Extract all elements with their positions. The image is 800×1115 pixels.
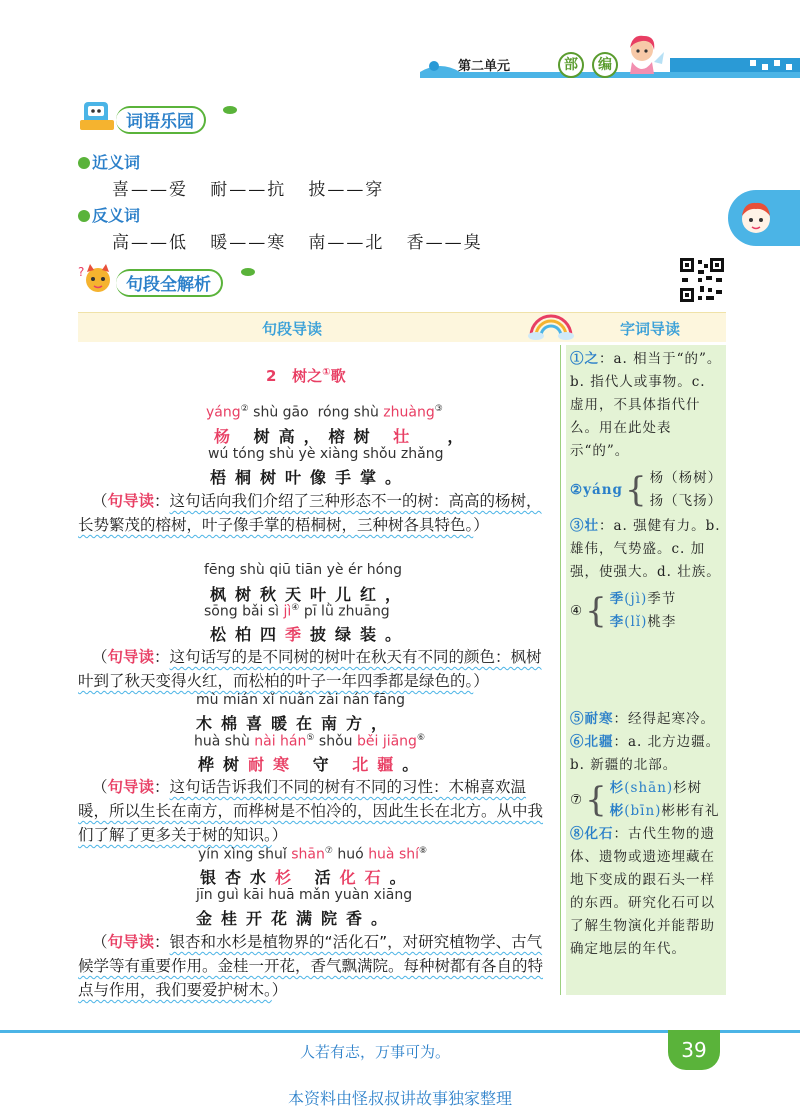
qr-code-icon[interactable] <box>678 256 726 304</box>
poem-line-6: 桦树耐寒 守 北疆。 <box>198 755 428 774</box>
fairy-mascot-icon <box>618 32 666 78</box>
unit-title: 第二单元 <box>458 59 511 74</box>
guide-paragraph-3: （句导读：这句话告诉我们不同的树有不同的习性：木棉喜欢温暖，所以生长在南方，而桦树是不怕冷的，因此生长在北方。从中我们了解了更多关于树的知识。） <box>78 778 544 844</box>
poem-line-8-pinyin: jīn guì kāi huā mǎn yuàn xiāng <box>196 887 413 903</box>
poem-line-4-pinyin: sōng bǎi sì jì④ pī lǜ zhuāng <box>204 603 390 620</box>
note-5: ⑤耐寒：经得起寒冷。 <box>570 711 715 727</box>
section-title-analysis: 句段全解析 <box>126 275 211 295</box>
poem-line-7-pinyin: yín xìng shuǐ shān⑦ huó huà shí⑧ <box>198 846 428 863</box>
book-character-icon <box>78 98 118 134</box>
poem-line-2: 梧桐树叶像手掌。 <box>210 468 411 487</box>
bullet-dot <box>78 210 90 222</box>
bullet-dot <box>78 157 90 169</box>
antonyms-label: 反义词 <box>92 206 141 225</box>
poem-line-5: 木棉喜暖在南方， <box>196 714 397 733</box>
rainbow-icon <box>526 310 576 340</box>
word-notes-lower <box>570 708 722 961</box>
credit-line: 本资料由怪叔叔讲故事独家整理 <box>287 1089 512 1108</box>
guide-paragraph-1: （句导读：这句话向我们介绍了三种形态不一的树：高高的杨树，长势繁茂的榕树，叶子像手掌的梧桐树，三种树各具特色。） <box>78 492 542 534</box>
guide-paragraph-2: （句导读：这句话写的是不同树的树叶在秋天有不同的颜色：枫树叶到了秋天变得火红，而松柏的叶子一年四季都是绿色的。） <box>78 648 542 690</box>
poem-title: 2 树之①歌 <box>266 367 346 385</box>
note-7: ⑦ { 杉(shān)杉树 彬(bīn)彬彬有礼 <box>570 780 720 820</box>
poem-line-1: 杨 树高，榕树 壮 ， <box>214 427 473 446</box>
column-head-left: 句段导读 <box>262 320 323 338</box>
poem-line-3: 枫树秋天叶儿红， <box>210 585 411 604</box>
leaf-icon <box>222 104 238 116</box>
poem-line-4: 松柏四季披绿装。 <box>210 625 411 644</box>
leaf-icon <box>240 266 256 278</box>
guide-paragraph-4: （句导读：银杏和水杉是植物界的“活化石”，对研究植物学、古气候学等有重要作用。金桂一开花，香气飘满院。每种树都有各自的特点与作用，我们要爱护树木。） <box>78 933 544 999</box>
page-number: 39 <box>668 1030 720 1070</box>
poem-line-1-pinyin: yáng② shù gāo róng shù zhuàng③ <box>206 404 443 421</box>
badge-bian: 编 <box>592 52 618 78</box>
column-divider <box>560 345 561 995</box>
poem-line-2-pinyin: wú tóng shù yè xiàng shǒu zhǎng <box>208 446 444 462</box>
note-8: ⑧化石：古代生物的遗体、遗物或遗迹埋藏在地下变成的跟石头一样的东西。研究化石可以了解生物演化并能帮助确定地层的年代。 <box>570 826 715 957</box>
antonyms-list: 高——低 暖——寒 南——北 香——臭 <box>112 233 483 253</box>
poem-line-7: 银杏水杉 活化石。 <box>200 868 415 887</box>
cartoon-face-icon <box>738 200 774 236</box>
cat-character-icon <box>78 262 118 298</box>
word-notes <box>570 348 722 634</box>
badge-bu: 部 <box>558 52 584 78</box>
svg-text:?: ? <box>78 265 85 279</box>
note-3: ③壮：a. 强健有力。b. 雄伟，气势盛。c. 加强，使强大。d. 壮族。 <box>570 518 721 580</box>
section-title-words: 词语乐园 <box>126 112 194 132</box>
note-4: ④ { 季(jì)季节 李(lǐ)桃李 <box>570 591 677 631</box>
note-6: ⑥北疆：a. 北方边疆。b. 新疆的北部。 <box>570 734 721 773</box>
synonyms-label: 近义词 <box>92 153 141 172</box>
note-2: ②yáng { 杨（杨树） 扬（飞扬） <box>570 470 723 510</box>
poem-line-3-pinyin: fēng shù qiū tiān yè ér hóng <box>204 562 402 578</box>
poem-line-8: 金桂开花满院香。 <box>196 909 397 928</box>
note-1: ①之：a. 相当于“的”。b. 指代人或事物。c. 虚用，不具体指代什么。用在此处表示“的”。 <box>570 351 722 459</box>
footer-motto: 人若有志，万事可为。 <box>300 1043 451 1061</box>
column-head-right: 字词导读 <box>620 320 681 338</box>
synonyms-list: 喜——爱 耐——抗 披——穿 <box>112 180 385 200</box>
poem-line-5-pinyin: mù mián xǐ nuǎn zài nán fāng <box>196 692 405 708</box>
poem-line-6-pinyin: huà shù nài hán⑤ shǒu běi jiāng⑥ <box>194 733 426 750</box>
